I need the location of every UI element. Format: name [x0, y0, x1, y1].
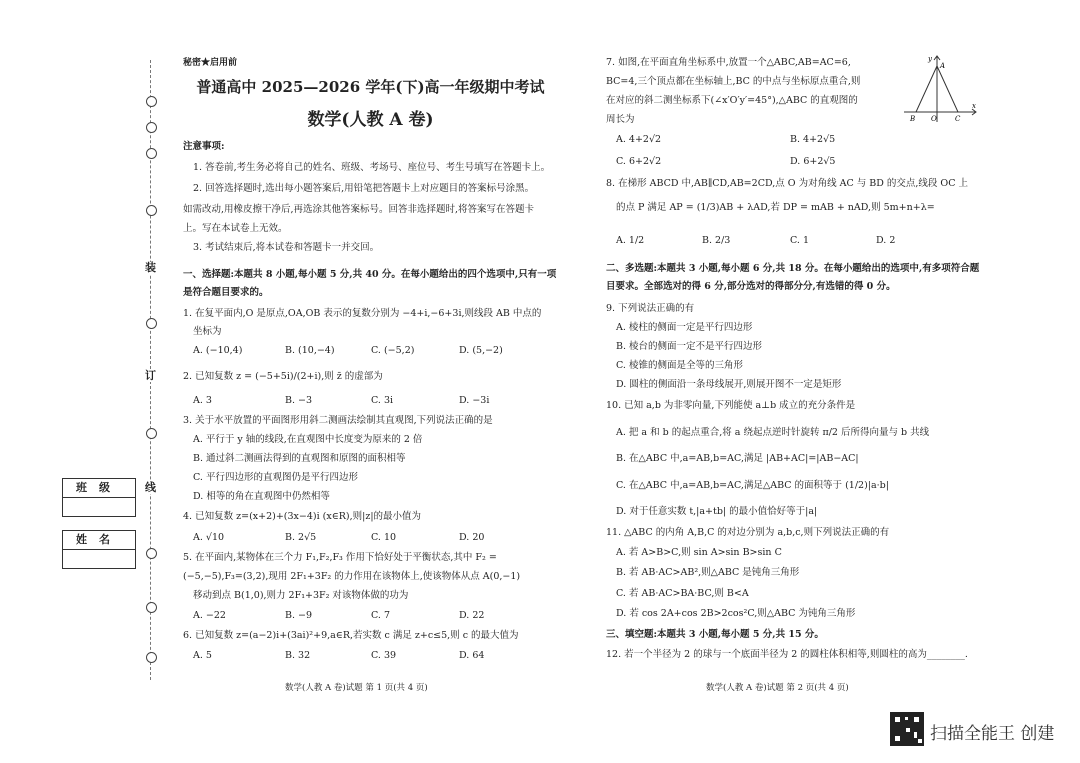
option-c[interactable]: C. (−5,2): [371, 345, 415, 356]
exam-title: 普通高中 2025—2026 学年(下)高一年级期中考试: [196, 78, 545, 96]
option-a[interactable]: A. 4+2√2: [616, 134, 662, 145]
question-5: (−5,−5),F₃=(3,2),现用 2F₁+3F₂ 的力作用在该物体上,使该物体从点 A(0,−1): [183, 571, 521, 582]
binding-hole-icon: [146, 428, 157, 439]
notice-line: 2. 回答选择题时,选出每小题答案后,用铅笔把答题卡上对应题目的答案标号涂黑。: [193, 183, 535, 194]
scanner-watermark: 扫描全能王 创建: [930, 724, 1055, 744]
option-b[interactable]: B. 32: [285, 650, 311, 661]
question-2: 2. 已知复数 z = (−5+5i)/(2+i),则 z̄ 的虚部为: [183, 371, 383, 382]
question-7: 在对应的斜二测坐标系下(∠x′O′y′=45°),△ABC 的直观图的: [606, 95, 858, 106]
question-3: 3. 关于水平放置的平面图形用斜二测画法绘制其直观图,下列说法正确的是: [183, 415, 493, 426]
q2-options: [193, 394, 613, 408]
binding-char: 装: [145, 261, 156, 274]
fig-label-a: A: [940, 62, 946, 70]
q9-option-a[interactable]: A. 棱柱的侧面一定是平行四边形: [616, 322, 753, 333]
option-a[interactable]: A. 3: [193, 395, 212, 406]
question-11: 11. △ABC 的内角 A,B,C 的对边分别为 a,b,c,则下列说法正确的有: [606, 527, 890, 538]
binding-hole-icon: [146, 96, 157, 107]
question-1: 1. 在复平面内,O 是原点,OA,OB 表示的复数分别为 −4+i,−6+3i,则线段 AB 中点的: [183, 308, 542, 319]
q5-options: [193, 609, 613, 623]
option-d[interactable]: D. 64: [459, 650, 485, 661]
option-a[interactable]: A. (−10,4): [193, 345, 243, 356]
question-7: BC=4,三个顶点都在坐标轴上,BC 的中点与坐标原点重合,则: [606, 76, 861, 87]
fig-label-y: y: [928, 55, 932, 63]
q10-option-b[interactable]: B. 在△ABC 中,a=AB,b=AC,满足 |AB+AC|=|AB−AC|: [616, 453, 859, 464]
option-c[interactable]: C. 6+2√2: [616, 156, 662, 167]
page-footer: 数学(人教 A 卷)试题 第 1 页(共 4 页): [285, 683, 428, 693]
name-blank[interactable]: [63, 550, 135, 568]
q6-options: [193, 649, 613, 663]
notice-line: 上。写在本试卷上无效。: [183, 223, 288, 234]
option-b[interactable]: B. −3: [285, 395, 313, 406]
section2-heading: 二、多选题:本题共 3 小题,每小题 6 分,共 18 分。在每小题给出的选项中,有多项符合题: [606, 263, 980, 274]
option-b[interactable]: B. 2√5: [285, 532, 317, 543]
fig-label-o: O: [931, 115, 937, 123]
page-footer: 数学(人教 A 卷)试题 第 2 页(共 4 页): [706, 683, 849, 693]
q9-option-b[interactable]: B. 棱台的侧面一定不是平行四边形: [616, 341, 763, 352]
q3-option-c[interactable]: C. 平行四边形的直观图仍是平行四边形: [193, 472, 358, 483]
question-6: 6. 已知复数 z=(a−2)i+(3ai)²+9,a∈R,若实数 c 满足 z+c≤5,则 c 的最大值为: [183, 630, 519, 641]
question-8: 8. 在梯形 ABCD 中,AB∥CD,AB=2CD,点 O 为对角线 AC 与 BD 的交点,线段 OC 上: [606, 178, 969, 189]
option-d[interactable]: D. (5,−2): [459, 345, 503, 356]
option-a[interactable]: A. 5: [193, 650, 212, 661]
subject-title: 数学(人教 A 卷): [307, 110, 434, 130]
binding-char: 线: [145, 481, 156, 494]
question-12: 12. 若一个半径为 2 的球与一个底面半径为 2 的圆柱体积相等,则圆柱的高为________.: [606, 649, 968, 660]
section3-heading: 三、填空题:本题共 3 小题,每小题 5 分,共 15 分。: [606, 629, 824, 640]
qr-code-icon: [890, 712, 924, 746]
question-5: 5. 在平面内,某物体在三个力 F₁,F₂,F₃ 作用下恰好处于平衡状态,其中 F₂ =: [183, 552, 497, 563]
option-c[interactable]: C. 7: [371, 610, 391, 621]
question-7: 周长为: [606, 114, 635, 125]
option-d[interactable]: D. 22: [459, 610, 485, 621]
notice-line: 1. 答卷前,考生务必将自己的姓名、班级、考场号、座位号、考生号填写在答题卡上。: [193, 162, 551, 173]
q7-options: [616, 133, 1036, 147]
class-label: 班级: [63, 479, 135, 498]
question-10: 10. 已知 a,b 为非零向量,下列能使 a⊥b 成立的充分条件是: [606, 400, 856, 411]
fig-label-c: C: [955, 115, 961, 123]
q10-option-a[interactable]: A. 把 a 和 b 的起点重合,将 a 绕起点逆时针旋转 π/2 后所得向量与 b 共线: [616, 427, 930, 438]
option-a[interactable]: A. √10: [193, 532, 225, 543]
q11-option-a[interactable]: A. 若 A>B>C,则 sin A>sin B>sin C: [616, 547, 782, 558]
triangle-figure: [900, 52, 980, 124]
option-a[interactable]: A. −22: [193, 610, 226, 621]
question-5: 移动到点 B(1,0),则力 2F₁+3F₂ 对该物体做的功为: [193, 590, 409, 601]
notice-heading: 注意事项:: [183, 141, 225, 152]
section2-heading: 目要求。全部选对的得 6 分,部分选对的得部分分,有选错的得 0 分。: [606, 281, 896, 292]
secret-label: 秘密★启用前: [183, 58, 238, 68]
option-c[interactable]: C. 1: [790, 235, 810, 246]
option-d[interactable]: D. 2: [876, 235, 896, 246]
binding-hole-icon: [146, 652, 157, 663]
binding-hole-icon: [146, 602, 157, 613]
option-c[interactable]: C. 3i: [371, 395, 394, 406]
name-field[interactable]: [62, 530, 136, 569]
option-d[interactable]: D. 6+2√5: [790, 156, 836, 167]
q7-options: [616, 155, 1036, 169]
q3-option-d[interactable]: D. 相等的角在直观图中仍然相等: [193, 491, 330, 502]
q3-option-a[interactable]: A. 平行于 y 轴的线段,在直观图中长度变为原来的 2 倍: [193, 434, 423, 445]
class-field[interactable]: [62, 478, 136, 517]
q3-option-b[interactable]: B. 通过斜二测画法得到的直观图和原图的面积相等: [193, 453, 406, 464]
section1-heading: 一、选择题:本题共 8 小题,每小题 5 分,共 40 分。在每小题给出的四个选项中,只有一项: [183, 269, 557, 280]
q1-options: [193, 344, 613, 358]
section1-heading: 是符合题目要求的。: [183, 287, 269, 298]
option-b[interactable]: B. 4+2√5: [790, 134, 836, 145]
binding-hole-icon: [146, 318, 157, 329]
option-d[interactable]: D. 20: [459, 532, 485, 543]
option-b[interactable]: B. (10,−4): [285, 345, 335, 356]
binding-hole-icon: [146, 205, 157, 216]
question-8: 的点 P 满足 AP = (1/3)AB + λAD,若 DP = mAB + nAD,则 5m+n+λ=: [616, 202, 935, 213]
binding-hole-icon: [146, 148, 157, 159]
question-9: 9. 下列说法正确的有: [606, 303, 695, 314]
notice-line: 如需改动,用橡皮擦干净后,再选涂其他答案标号。回答非选择题时,将答案写在答题卡: [183, 204, 535, 215]
q9-option-c[interactable]: C. 棱锥的侧面是全等的三角形: [616, 360, 743, 371]
option-b[interactable]: B. −9: [285, 610, 313, 621]
q10-option-c[interactable]: C. 在△ABC 中,a=AB,b=AC,满足△ABC 的面积等于 (1/2)|a·b|: [616, 480, 889, 491]
q10-option-d[interactable]: D. 对于任意实数 t,|a+tb| 的最小值恰好等于|a|: [616, 506, 818, 517]
option-a[interactable]: A. 1/2: [616, 235, 645, 246]
fig-label-b: B: [910, 115, 916, 123]
q11-option-d[interactable]: D. 若 cos 2A+cos 2B>2cos²C,则△ABC 为钝角三角形: [616, 608, 856, 619]
option-c[interactable]: C. 39: [371, 650, 397, 661]
option-d[interactable]: D. −3i: [459, 395, 490, 406]
question-1: 坐标为: [193, 326, 222, 337]
name-label: 姓名: [63, 531, 135, 550]
option-b[interactable]: B. 2/3: [702, 235, 731, 246]
q8-options: [616, 234, 1036, 248]
q9-option-d[interactable]: D. 圆柱的侧面沿一条母线展开,则展开图不一定是矩形: [616, 379, 842, 390]
q11-option-c[interactable]: C. 若 AB·AC>BA·BC,则 B<A: [616, 588, 749, 599]
binding-char: 订: [145, 369, 156, 382]
binding-hole-icon: [146, 548, 157, 559]
question-7: 7. 如图,在平面直角坐标系中,放置一个△ABC,AB=AC=6,: [606, 57, 851, 68]
fig-label-x: x: [972, 102, 976, 110]
question-4: 4. 已知复数 z=(x+2)+(3x−4)i (x∈R),则|z|的最小值为: [183, 511, 422, 522]
class-blank[interactable]: [63, 498, 135, 516]
option-c[interactable]: C. 10: [371, 532, 397, 543]
notice-line: 3. 考试结束后,将本试卷和答题卡一并交回。: [193, 242, 380, 253]
q4-options: [193, 531, 613, 545]
q11-option-b[interactable]: B. 若 AB·AC>AB²,则△ABC 是钝角三角形: [616, 567, 800, 578]
binding-hole-icon: [146, 122, 157, 133]
